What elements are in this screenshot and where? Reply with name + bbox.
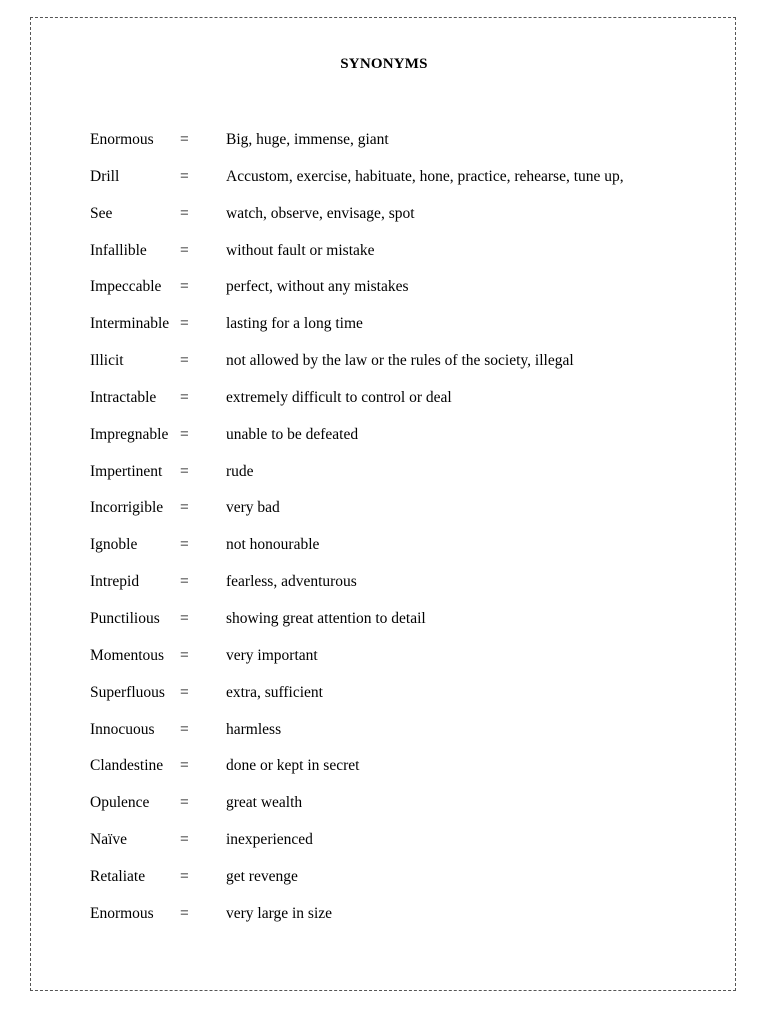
entry-definition: Big, huge, immense, giant — [226, 131, 389, 148]
entry-equals-sign: = — [180, 278, 189, 296]
entry-definition: great wealth — [226, 794, 303, 812]
list-item — [90, 829, 730, 866]
list-item — [90, 129, 730, 166]
entry-equals-sign: = — [180, 388, 189, 406]
list-item — [90, 424, 730, 461]
entry-equals-sign: = — [180, 167, 189, 185]
list-item — [90, 313, 730, 350]
entry-definition: Accustom, exercise, habituate, hone, practice, rehearse, tune up, — [226, 167, 624, 185]
entry-definition: unable to be defeated — [226, 425, 359, 443]
entry-definition: harmless — [226, 720, 282, 738]
entry-definition: inexperienced — [226, 831, 313, 849]
entry-word: Impertinent — [90, 462, 163, 480]
entry-definition: done or kept in secret — [226, 757, 360, 775]
entry-word: Clandestine — [90, 757, 164, 775]
list-item — [90, 534, 730, 571]
list-item — [90, 792, 730, 829]
entry-equals-sign: = — [180, 646, 189, 664]
entry-definition: extremely difficult to control or deal — [226, 388, 452, 406]
entry-definition: without fault or mistake — [226, 241, 375, 259]
entry-equals-sign: = — [180, 499, 189, 517]
entry-equals-sign: = — [180, 536, 189, 554]
entry-equals-sign: = — [180, 573, 189, 591]
list-item — [90, 755, 730, 792]
entry-word: Enormous — [90, 131, 154, 148]
list-item — [90, 387, 730, 424]
list-item — [90, 903, 730, 940]
list-item — [90, 866, 730, 903]
entry-word: Punctilious — [90, 609, 160, 627]
entry-word: Intractable — [90, 388, 157, 406]
entry-word: Superfluous — [90, 683, 165, 701]
entry-word: Enormous — [90, 904, 154, 922]
list-item — [90, 276, 730, 313]
list-item — [90, 571, 730, 608]
list-item — [90, 166, 730, 203]
page-title: SYNONYMS — [340, 56, 428, 72]
entry-definition: very important — [226, 646, 318, 664]
entry-definition: watch, observe, envisage, spot — [226, 204, 415, 222]
entry-equals-sign: = — [180, 425, 189, 443]
entry-equals-sign: = — [180, 241, 189, 259]
entry-word: Infallible — [90, 241, 147, 259]
entry-word: Momentous — [90, 646, 165, 664]
entry-equals-sign: = — [180, 462, 189, 480]
entry-definition: get revenge — [226, 867, 298, 885]
entry-word: Innocuous — [90, 720, 155, 738]
entry-word: Impregnable — [90, 425, 169, 443]
entry-definition: not honourable — [226, 536, 320, 554]
entry-definition: fearless, adventurous — [226, 573, 357, 591]
entry-equals-sign: = — [180, 609, 189, 627]
entry-definition: perfect, without any mistakes — [226, 278, 409, 296]
entry-word: Interminable — [90, 315, 170, 333]
entry-definition: extra, sufficient — [226, 683, 323, 701]
entry-definition: lasting for a long time — [226, 315, 363, 333]
entry-word: Incorrigible — [90, 499, 164, 517]
entry-word: Impeccable — [90, 278, 162, 296]
entry-equals-sign: = — [180, 315, 189, 333]
entry-equals-sign: = — [180, 831, 189, 849]
entry-equals-sign: = — [180, 204, 189, 222]
list-item — [90, 645, 730, 682]
entry-word: Naïve — [90, 831, 128, 849]
list-item — [90, 350, 730, 387]
entry-definition: very large in size — [226, 904, 333, 922]
entry-equals-sign: = — [180, 757, 189, 775]
entry-word: Drill — [90, 167, 120, 185]
list-item — [90, 682, 730, 719]
entry-equals-sign: = — [180, 131, 189, 148]
entry-word: Opulence — [90, 794, 150, 812]
list-item — [90, 719, 730, 756]
list-item — [90, 608, 730, 645]
entry-equals-sign: = — [180, 904, 189, 922]
entry-definition: showing great attention to detail — [226, 609, 426, 627]
entry-word: Intrepid — [90, 573, 140, 591]
entry-word: Illicit — [90, 352, 124, 370]
entry-equals-sign: = — [180, 867, 189, 885]
entry-word: Ignoble — [90, 536, 138, 554]
list-item — [90, 461, 730, 498]
list-item — [90, 240, 730, 277]
synonym-list — [90, 129, 730, 940]
list-item — [90, 497, 730, 534]
entry-equals-sign: = — [180, 794, 189, 812]
entry-equals-sign: = — [180, 720, 189, 738]
list-item — [90, 203, 730, 240]
entry-word: Retaliate — [90, 867, 146, 885]
entry-word: See — [90, 204, 113, 222]
entry-equals-sign: = — [180, 683, 189, 701]
entry-definition: very bad — [226, 499, 280, 517]
entry-definition: rude — [226, 462, 254, 480]
entry-definition: not allowed by the law or the rules of the society, illegal — [226, 352, 574, 370]
entry-equals-sign: = — [180, 352, 189, 370]
